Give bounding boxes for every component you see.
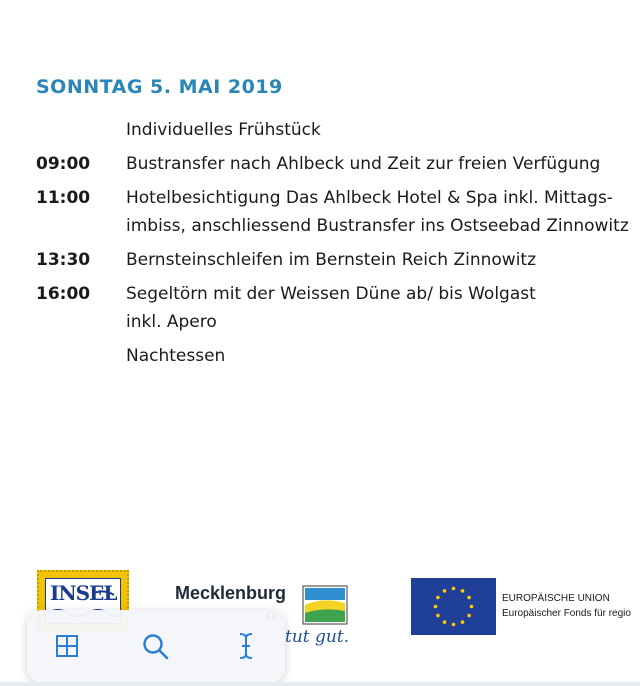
landscape-emblem-icon xyxy=(302,585,348,625)
search-button[interactable] xyxy=(137,628,173,664)
schedule-time: 13:30 xyxy=(36,250,91,270)
eu-star xyxy=(436,614,440,618)
schedule-text: Bustransfer nach Ahlbeck und Zeit zur freien Verfügung xyxy=(126,154,601,174)
schedule-time: 16:00 xyxy=(36,284,91,304)
eu-flag-icon xyxy=(411,578,496,635)
schedule-text: Nachtessen xyxy=(126,346,226,366)
eu-title: EUROPÄISCHE UNION xyxy=(502,593,610,604)
schedule-text: Bernsteinschleifen im Bernstein Reich Zinnowitz xyxy=(126,250,537,270)
search-icon xyxy=(141,632,169,660)
schedule-item xyxy=(36,280,636,336)
schedule-item xyxy=(36,150,636,178)
eu-star xyxy=(467,614,471,618)
schedule-item xyxy=(36,342,636,370)
eu-star xyxy=(470,605,474,609)
mecklenburg-title: Mecklenburg xyxy=(175,583,287,603)
text-cursor-button[interactable] xyxy=(228,628,264,664)
eu-star xyxy=(443,620,447,624)
schedule-list xyxy=(36,116,636,376)
bottom-divider xyxy=(0,682,640,686)
eu-star xyxy=(452,587,456,591)
grid-button[interactable] xyxy=(49,628,85,664)
eu-label xyxy=(502,591,631,621)
eu-star xyxy=(434,605,438,609)
eu-star xyxy=(461,620,465,624)
eu-star xyxy=(467,596,471,600)
schedule-item xyxy=(36,184,636,240)
eu-star xyxy=(461,589,465,593)
eu-star xyxy=(443,589,447,593)
schedule-item xyxy=(36,116,636,144)
schedule-item xyxy=(36,246,636,274)
grid-icon xyxy=(55,634,79,658)
day-heading: SONNTAG 5. MAI 2019 xyxy=(36,76,283,98)
mecklenburg-slogan: tut gut. xyxy=(285,627,350,647)
eu-star xyxy=(436,596,440,600)
floating-toolbar xyxy=(27,610,285,682)
text-cursor-icon xyxy=(236,632,256,660)
schedule-text: Individuelles Frühstück xyxy=(126,120,321,140)
eu-subtitle: Europäischer Fonds für regio xyxy=(502,608,631,619)
eu-star xyxy=(452,623,456,627)
insel-logo-text: INSEL xyxy=(50,581,117,605)
schedule-time: 11:00 xyxy=(36,188,91,208)
schedule-text: Segeltörn mit der Weissen Düne ab/ bis Wolgast inkl. Apero xyxy=(126,284,536,332)
schedule-time: 09:00 xyxy=(36,154,91,174)
schedule-text: Hotelbesichtigung Das Ahlbeck Hotel & Spa inkl. Mittags- imbiss, anschliessend Bustransfer ins Ostseebad Zinnowitz xyxy=(126,188,629,236)
